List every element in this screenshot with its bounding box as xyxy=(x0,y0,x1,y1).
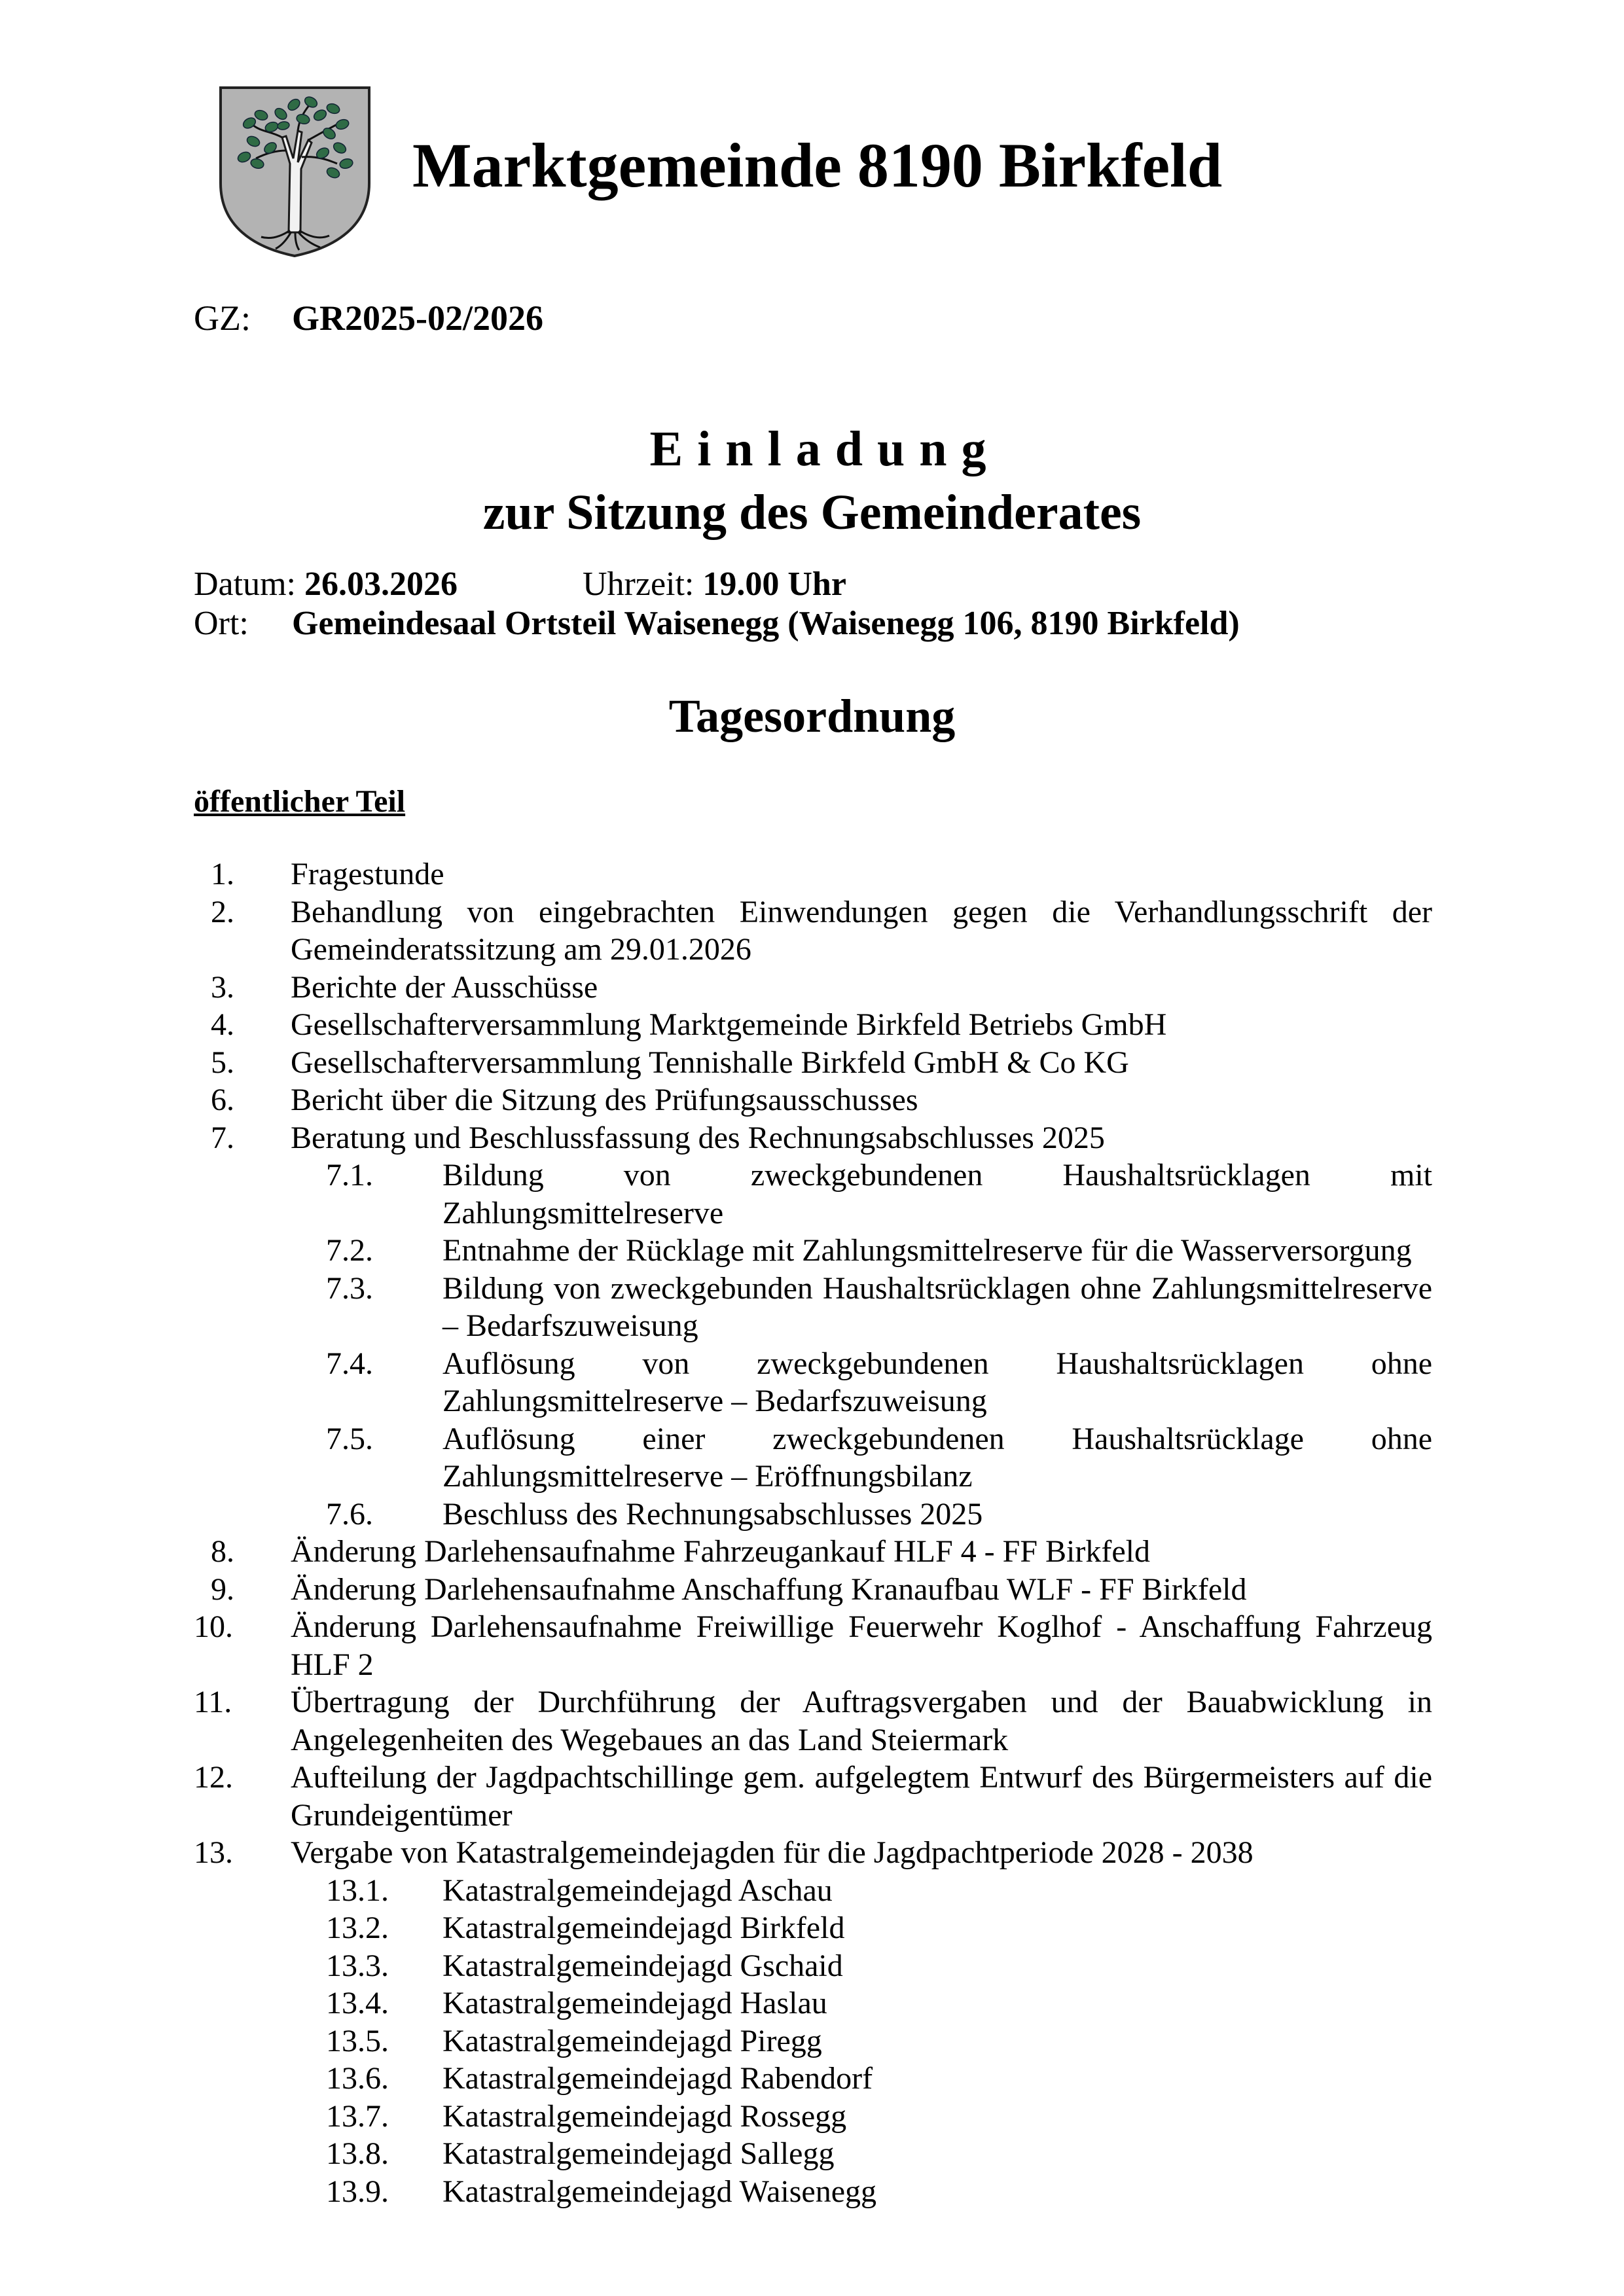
reference-number xyxy=(194,298,543,338)
subitem-text: Katastralgemeindejagd Haslau xyxy=(442,1986,827,2020)
item-text: Fragestunde xyxy=(291,857,444,891)
subitem-number: 13.8. xyxy=(326,2136,389,2171)
agenda-subitem xyxy=(194,1232,1432,1270)
subitem-text: Bildung von zweckgebunden Haushaltsrücklagen ohne Zahlungsmittelreserve – Bedarfszuweisung xyxy=(442,1270,1432,1343)
item-text: Aufteilung der Jagdpachtschillinge gem. aufgelegtem Entwurf des Bürgermeisters auf die Grundeigentümer xyxy=(291,1760,1432,1833)
agenda-subitem xyxy=(194,2135,1432,2173)
agenda-subitem xyxy=(194,1270,1432,1345)
subitem-text: Katastralgemeindejagd Rossegg xyxy=(442,2098,847,2134)
subitem-number: 7.6. xyxy=(326,1496,373,1532)
subitem-text: Katastralgemeindejagd Sallegg xyxy=(442,2136,835,2171)
agenda-item xyxy=(194,855,1432,893)
invitation-heading: Einladung xyxy=(649,422,1001,476)
item-number: 10. xyxy=(194,1609,233,1644)
item-number: 8. xyxy=(211,1534,234,1569)
agenda-subitem xyxy=(194,1947,1432,1985)
item-number: 13. xyxy=(194,1835,233,1870)
agenda-item xyxy=(194,1081,1432,1119)
subitem-text: Entnahme der Rücklage mit Zahlungsmittelreserve für die Wasserversorgung xyxy=(442,1233,1412,1268)
agenda-subitem xyxy=(194,1872,1432,1910)
subitem-text: Katastralgemeindejagd Waisenegg xyxy=(442,2174,876,2209)
item-number: 7. xyxy=(211,1120,234,1155)
agenda-subitem xyxy=(194,1496,1432,1534)
subitem-text: Bildung von zweckgebundenen Haushaltsrücklagen mit Zahlungsmittelreserve xyxy=(442,1158,1432,1230)
agenda-list xyxy=(194,855,1432,2210)
item-text: Gesellschafterversammlung Marktgemeinde Birkfeld Betriebs GmbH xyxy=(291,1007,1167,1042)
subitem-number: 7.3. xyxy=(326,1270,373,1306)
agenda-item xyxy=(194,1683,1432,1759)
invitation-subheading: zur Sitzung des Gemeinderates xyxy=(482,485,1142,540)
item-text: Behandlung von eingebrachten Einwendungen gegen die Verhandlungsschrift der Gemeinderatssitzung am 29.01.2026 xyxy=(291,894,1432,967)
agenda-item xyxy=(194,1834,1432,1872)
item-number: 9. xyxy=(211,1571,234,1607)
meeting-place: Gemeindesaal Ortsteil Waisenegg (Waisenegg 106, 8190 Birkfeld) xyxy=(292,605,1240,642)
meeting-place-row xyxy=(194,604,1240,643)
item-text: Bericht über die Sitzung des Prüfungsausschusses xyxy=(291,1083,918,1117)
time-label: Uhrzeit: xyxy=(583,565,695,603)
subitem-number: 13.2. xyxy=(326,1910,389,1945)
agenda-subitem xyxy=(194,1157,1432,1232)
subitem-number: 13.1. xyxy=(326,1873,389,1908)
agenda-item xyxy=(194,1571,1432,1609)
birch-tree-coat-of-arms-icon xyxy=(218,85,372,259)
agenda-item xyxy=(194,1533,1432,1571)
subitem-text: Katastralgemeindejagd Piregg xyxy=(442,2023,822,2058)
item-number: 3. xyxy=(211,969,234,1005)
subitem-text: Auflösung einer zweckgebundenen Haushaltsrücklage ohne Zahlungsmittelreserve – Eröffnungsbilanz xyxy=(442,1421,1432,1494)
place-label: Ort: xyxy=(194,605,249,642)
subitem-text: Beschluss des Rechnungsabschlusses 2025 xyxy=(442,1496,983,1532)
item-text: Vergabe von Katastralgemeindejagden für die Jagdpachtperiode 2028 - 2038 xyxy=(291,1835,1254,1870)
agenda-subitem xyxy=(194,2098,1432,2136)
agenda-item xyxy=(194,1119,1432,1157)
subitem-text: Katastralgemeindejagd Gschaid xyxy=(442,1948,843,1983)
item-number: 12. xyxy=(194,1760,233,1795)
subitem-text: Katastralgemeindejagd Rabendorf xyxy=(442,2061,873,2096)
agenda-item xyxy=(194,969,1432,1007)
item-text: Änderung Darlehensaufnahme Anschaffung Kranaufbau WLF - FF Birkfeld xyxy=(291,1571,1247,1607)
item-number: 2. xyxy=(211,894,234,929)
subitem-text: Katastralgemeindejagd Birkfeld xyxy=(442,1910,845,1945)
agenda-subitem xyxy=(194,2060,1432,2098)
subitem-number: 13.7. xyxy=(326,2098,389,2134)
item-number: 11. xyxy=(194,1685,232,1719)
item-number: 4. xyxy=(211,1007,234,1042)
town-title: Marktgemeinde 8190 Birkfeld xyxy=(412,130,1223,200)
item-text: Änderung Darlehensaufnahme Freiwillige Feuerwehr Koglhof - Anschaffung Fahrzeug HLF 2 xyxy=(291,1609,1432,1682)
subitem-text: Katastralgemeindejagd Aschau xyxy=(442,1873,833,1908)
reference-value: GR2025-02/2026 xyxy=(292,298,543,338)
item-text: Berichte der Ausschüsse xyxy=(291,969,598,1005)
item-number: 6. xyxy=(211,1083,234,1117)
agenda-item xyxy=(194,893,1432,969)
item-text: Übertragung der Durchführung der Auftragsvergaben und der Bauabwicklung in Angelegenheiten des Wegebaues an das Land Steiermark xyxy=(291,1685,1432,1757)
date-label: Datum: xyxy=(194,565,296,603)
agenda-subitem xyxy=(194,2173,1432,2211)
agenda-subitem xyxy=(194,2022,1432,2060)
agenda-item xyxy=(194,1006,1432,1044)
agenda-item xyxy=(194,1044,1432,1082)
meeting-date: 26.03.2026 xyxy=(304,565,458,603)
item-number: 1. xyxy=(211,857,234,891)
agenda-title: Tagesordnung xyxy=(668,690,956,742)
subitem-number: 13.3. xyxy=(326,1948,389,1983)
meeting-date-row xyxy=(194,565,846,603)
subitem-number: 13.5. xyxy=(326,2023,389,2058)
item-text: Änderung Darlehensaufnahme Fahrzeugankauf HLF 4 - FF Birkfeld xyxy=(291,1534,1150,1569)
meeting-time xyxy=(583,565,846,603)
agenda-item xyxy=(194,1759,1432,1834)
agenda-subitem xyxy=(194,1345,1432,1420)
subitem-number: 13.6. xyxy=(326,2061,389,2096)
item-text: Beratung und Beschlussfassung des Rechnungsabschlusses 2025 xyxy=(291,1120,1105,1155)
subitem-number: 13.9. xyxy=(326,2174,389,2209)
agenda-subitem xyxy=(194,1420,1432,1496)
public-section-label: öffentlicher Teil xyxy=(194,784,406,819)
subitem-number: 13.4. xyxy=(326,1986,389,2020)
subitem-number: 7.5. xyxy=(326,1421,373,1456)
agenda-subitem xyxy=(194,1909,1432,1947)
meeting-time-value: 19.00 Uhr xyxy=(702,565,846,603)
subitem-number: 7.2. xyxy=(326,1233,373,1268)
subitem-number: 7.1. xyxy=(326,1158,373,1193)
subitem-text: Auflösung von zweckgebundenen Haushaltsrücklagen ohne Zahlungsmittelreserve – Bedarfszuweisung xyxy=(442,1346,1432,1418)
agenda-item xyxy=(194,1608,1432,1683)
item-text: Gesellschafterversammlung Tennishalle Birkfeld GmbH & Co KG xyxy=(291,1045,1129,1080)
agenda-subitem xyxy=(194,1984,1432,2022)
item-number: 5. xyxy=(211,1045,234,1080)
reference-label: GZ: xyxy=(194,298,251,338)
subitem-number: 7.4. xyxy=(326,1346,373,1381)
